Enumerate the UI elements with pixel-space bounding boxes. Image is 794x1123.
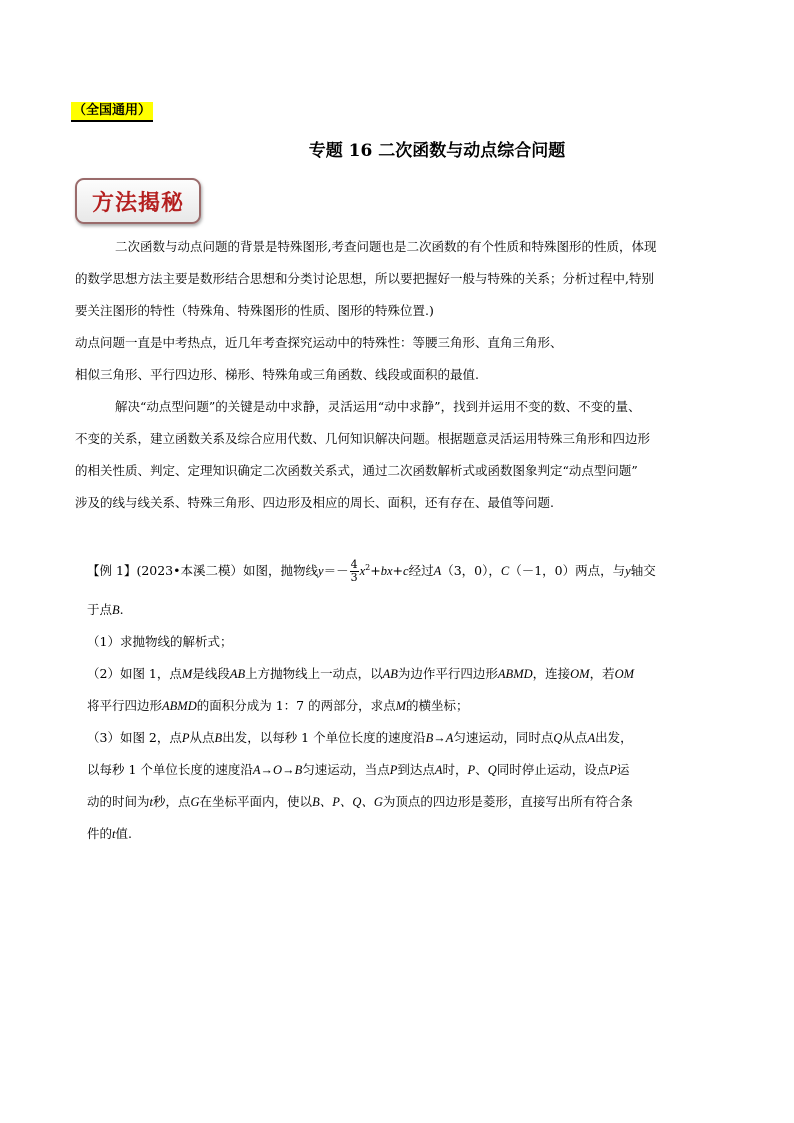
question-2-line-1: （2）如图 1，点M是线段AB上方抛物线上一动点，以AB为边作平行四边形ABMD，连接OM，若OM xyxy=(87,666,635,681)
intro-line: 解决“动点型问题”的关键是动中求静，灵活运用“动中求静”，找到并运用不变的数、不变的量、 xyxy=(115,399,641,414)
method-badge: 方法揭秘 xyxy=(75,178,201,224)
intro-line: 要关注图形的特性（特殊角、特殊图形的性质、图形的特殊位置.) xyxy=(75,303,434,318)
example-label: 【例 1】 xyxy=(87,563,137,579)
question-2-line-2: 将平行四边形ABMD的面积分成为 1：7 的两部分，求点M的横坐标； xyxy=(87,698,469,713)
intro-line: 的数学思想方法主要是数形结合思想和分类讨论思想，所以要把握好一般与特殊的关系；分析过程中,特别 xyxy=(75,271,654,286)
intro-line: 的相关性质、判定、定理知识确定二次函数关系式，通过二次函数解析式或函数图象判定“动点型问题” xyxy=(75,463,638,478)
question-1: （1）求抛物线的解析式； xyxy=(87,634,233,649)
question-3-line-2: 以每秒 1 个单位长度的速度沿A→O→B匀速运动，当点P到达点A时，P、Q同时停止运动，设点P运 xyxy=(87,762,630,777)
question-3-line-1: （3）如图 2，点P从点B出发，以每秒 1 个单位长度的速度沿B→A匀速运动，同时点Q从点A出发， xyxy=(87,730,633,745)
fraction: $\frac{4}{3}$ xyxy=(350,558,358,585)
example-line-1: 【例 1】(2023•本溪二模）如图，抛物线y＝－ $\frac{4}{3}$ $x^2+bx+c$经过A（3，0），C（－1，0）两点，与y轴交 xyxy=(87,558,656,585)
intro-line: 涉及的线与线关系、特殊三角形、四边形及相应的周长、面积，还有存在、最值等问题. xyxy=(75,495,554,510)
example-line-2: 于点B. xyxy=(87,602,124,617)
intro-line: 相似三角形、平行四边形、梯形、特殊角或三角函数、线段或面积的最值. xyxy=(75,367,479,382)
question-3-line-4: 件的t值. xyxy=(87,826,132,841)
scope-tag: （全国通用） xyxy=(71,102,153,122)
intro-line: 二次函数与动点问题的背景是特殊图形,考查问题也是二次函数的有个性质和特殊图形的性质，体现 xyxy=(115,239,657,254)
question-3-line-3: 动的时间为t秒，点G在坐标平面内，使以B、P、Q、G为顶点的四边形是菱形，直接写出所有符合条 xyxy=(87,794,633,809)
intro-line: 不变的关系，建立函数关系及综合应用代数、几何知识解决问题。根据题意灵活运用特殊三角形和四边形 xyxy=(75,431,651,446)
intro-line: 动点问题一直是中考热点，近几年考查探究运动中的特殊性：等腰三角形、直角三角形、 xyxy=(75,335,563,350)
page-title: 专题 16 二次函数与动点综合问题 xyxy=(308,141,566,161)
